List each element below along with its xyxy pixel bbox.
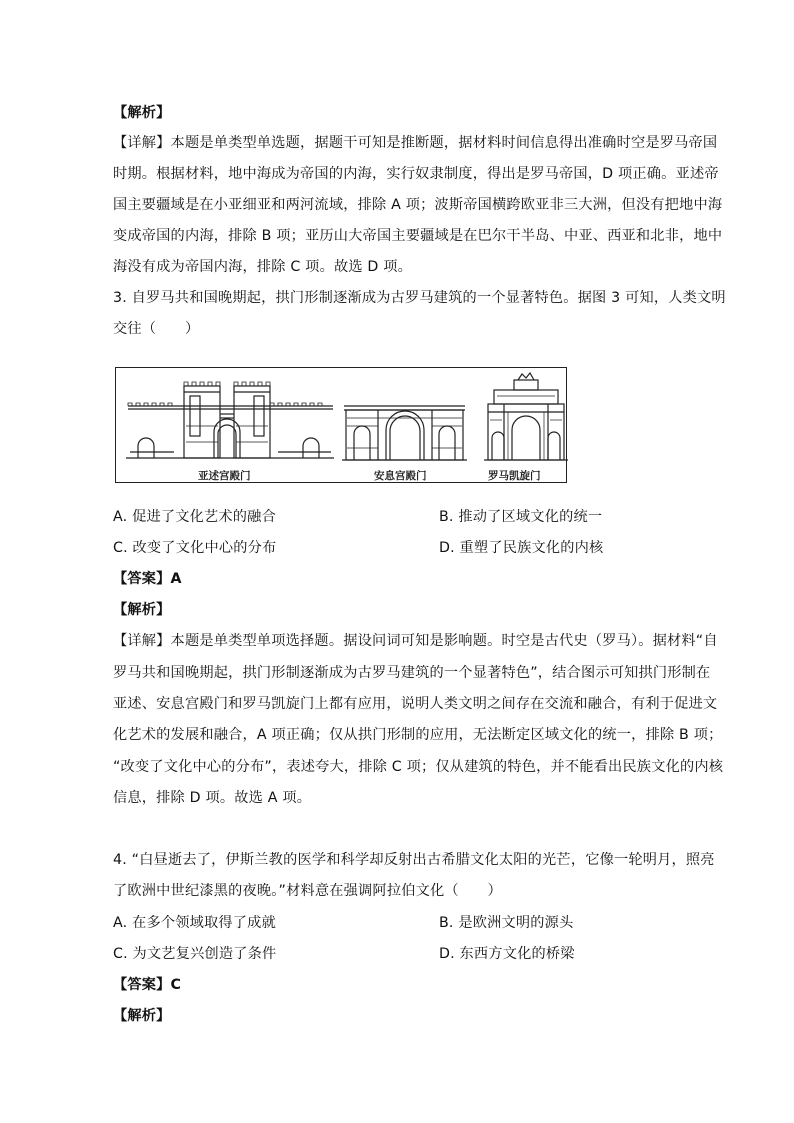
roman-columns bbox=[490, 396, 562, 460]
q4-option-b: B. 是欧洲文明的源头 bbox=[439, 915, 574, 931]
parthian-masonry bbox=[347, 418, 462, 448]
caption-roman-arch: 罗马凯旋门 bbox=[488, 470, 541, 482]
q3-detail-line: 化艺术的发展和融合，A 项正确；仅从拱门形制的应用，无法断定区域文化的统一，排除 B 项； bbox=[113, 727, 723, 743]
q3-detail-line: 罗马共和国晚期起，拱门形制逐渐成为古罗马建筑的一个显著特色”，结合图示可知拱门形制在 bbox=[113, 665, 711, 681]
q4-option-a: A. 在多个领域取得了成就 bbox=[113, 915, 276, 931]
gate-illustrations bbox=[116, 368, 568, 484]
q4-option-d: D. 东西方文化的桥梁 bbox=[439, 946, 575, 962]
q3-option-b: B. 推动了区域文化的统一 bbox=[439, 509, 603, 525]
q3-detail-line: 【详解】本题是单类型单项选择题。据设问词可知是影响题。时空是古代史（罗马）。据材料“自 bbox=[113, 633, 718, 649]
gate-comparison-figure bbox=[115, 367, 567, 483]
q3-detail-line: 亚述、安息宫殿门和罗马凯旋门上都有应用，说明人类文明之间存在交流和融合，有利于促进文 bbox=[113, 696, 718, 712]
q4-stem-line: 4. “白昼逝去了，伊斯兰教的医学和科学却反射出古希腊文化太阳的光芒，它像一轮明月，照亮 bbox=[113, 852, 715, 868]
q4-analysis-label: 【解析】 bbox=[113, 1008, 171, 1024]
q3-option-a: A. 促进了文化艺术的融合 bbox=[113, 509, 276, 525]
caption-parthian-gate: 安息宫殿门 bbox=[374, 470, 427, 482]
q2-detail-line: 变成帝国的内海，排除 B 项；亚历山大帝国主要疆域是在巴尔干半岛、中亚、西亚和北非，地中 bbox=[113, 228, 723, 244]
q2-detail-line: 国主要疆域是在小亚细亚和两河流域，排除 A 项；波斯帝国横跨欧亚非三大洲，但没有把地中海 bbox=[113, 197, 723, 213]
q2-analysis-label: 【解析】 bbox=[113, 105, 171, 121]
q3-option-d: D. 重塑了民族文化的内核 bbox=[439, 540, 604, 556]
assyrian-gate-drawing bbox=[126, 386, 334, 458]
q3-analysis-label: 【解析】 bbox=[113, 602, 171, 618]
parthian-gate-drawing bbox=[342, 406, 467, 460]
q3-answer: 【答案】A bbox=[113, 571, 182, 587]
assyrian-crenellations bbox=[128, 382, 325, 442]
q3-detail-line: “改变了文化中心的分布”，表述夸大，排除 C 项；仅从建筑的特色，并不能看出民族文化的内核 bbox=[113, 759, 724, 775]
q4-stem-line: 了欧洲中世纪漆黑的夜晚。”材料意在强调阿拉伯文化（ ） bbox=[113, 883, 502, 899]
q3-stem-line: 3. 自罗马共和国晚期起，拱门形制逐渐成为古罗马建筑的一个显著特色。据图 3 可知，人类文明 bbox=[113, 290, 726, 306]
q3-detail-line: 信息，排除 D 项。故选 A 项。 bbox=[113, 790, 312, 806]
q3-option-c: C. 改变了文化中心的分布 bbox=[113, 540, 277, 556]
q4-answer: 【答案】C bbox=[113, 977, 182, 993]
q2-detail-line: 海没有成为帝国内海，排除 C 项。故选 D 项。 bbox=[113, 259, 413, 275]
roman-arch-drawing bbox=[484, 373, 568, 460]
caption-assyrian-gate: 亚述宫殿门 bbox=[198, 470, 251, 482]
q4-option-c: C. 为文艺复兴创造了条件 bbox=[113, 946, 277, 962]
q2-detail-line: 【详解】本题是单类型单选题，据题干可知是推断题，据材料时间信息得出准确时空是罗马帝国 bbox=[113, 135, 718, 151]
q2-detail-line: 时期。根据材料，地中海成为帝国的内海，实行奴隶制度，得出是罗马帝国，D 项正确。亚述帝 bbox=[113, 166, 719, 182]
q3-stem-line: 交往（ ） bbox=[113, 321, 200, 337]
